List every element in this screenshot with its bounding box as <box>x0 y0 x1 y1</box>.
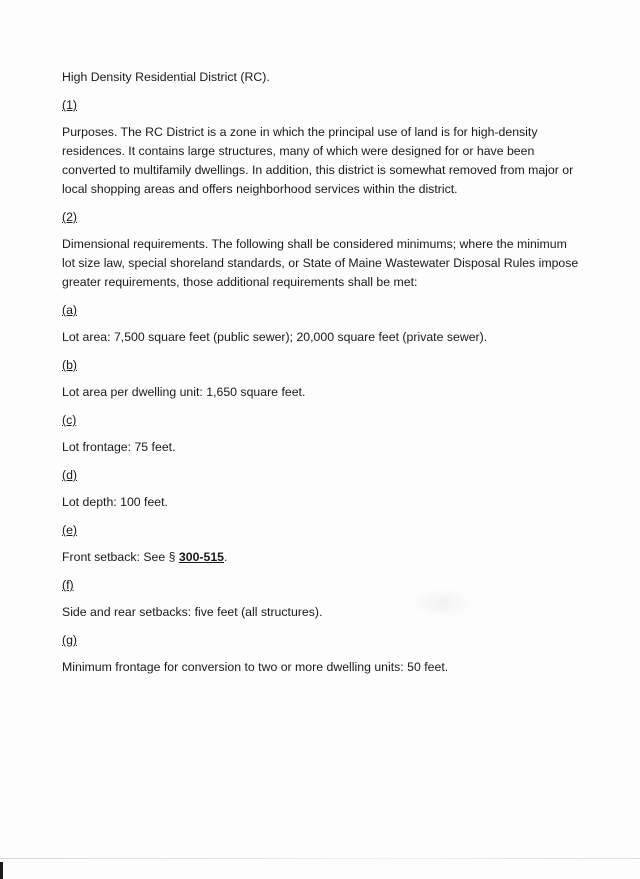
subsection-c <box>62 411 582 457</box>
section-marker: (d) <box>62 468 78 482</box>
section-2 <box>62 208 582 292</box>
scan-corner-mark <box>0 862 3 879</box>
section-text <box>62 548 582 567</box>
section-marker: (f) <box>62 578 74 592</box>
section-text: Lot area: 7,500 square feet (public sewer); 20,000 square feet (private sewer). <box>62 330 488 344</box>
section-marker: (c) <box>62 413 77 427</box>
document-content <box>62 68 582 686</box>
section-marker: (e) <box>62 523 78 537</box>
subsection-a <box>62 301 582 347</box>
section-text: Lot frontage: 75 feet. <box>62 440 176 454</box>
section-text: Purposes. The RC District is a zone in which the principal use of land is for high-density residences. It contains large structures, many of which were designed for or have been converted to multifamily dwellings. In addition, this district is somewhat removed from major or local shopping areas and offers neighborhood services within the district. <box>62 125 574 196</box>
section-marker: (g) <box>62 633 78 647</box>
subsection-g <box>62 631 582 677</box>
section-text: Dimensional requirements. The following shall be considered minimums; where the minimum lot size law, special shoreland standards, or State of Maine Wastewater Disposal Rules impose greater requirements, those additional requirements shall be met: <box>62 237 579 289</box>
section-marker: (b) <box>62 358 78 372</box>
section-marker: (a) <box>62 303 78 317</box>
section-1 <box>62 96 582 199</box>
section-reference-link[interactable]: 300-515 <box>178 550 225 564</box>
subsection-e <box>62 521 582 567</box>
section-marker: (2) <box>62 210 78 224</box>
document-title: High Density Residential District (RC). <box>62 70 270 84</box>
section-text: Lot depth: 100 feet. <box>62 495 168 509</box>
section-text-before: Front setback: See § <box>62 550 179 564</box>
section-text-after: . <box>224 550 228 564</box>
section-text: Lot area per dwelling unit: 1,650 square feet. <box>62 385 306 399</box>
section-marker: (1) <box>62 98 78 112</box>
subsection-f <box>62 576 582 622</box>
subsection-d <box>62 466 582 512</box>
section-text: Side and rear setbacks: five feet (all structures). <box>62 605 323 619</box>
section-text: Minimum frontage for conversion to two or more dwelling units: 50 feet. <box>62 660 449 674</box>
subsection-b <box>62 356 582 402</box>
page-bottom-rule <box>0 858 640 859</box>
